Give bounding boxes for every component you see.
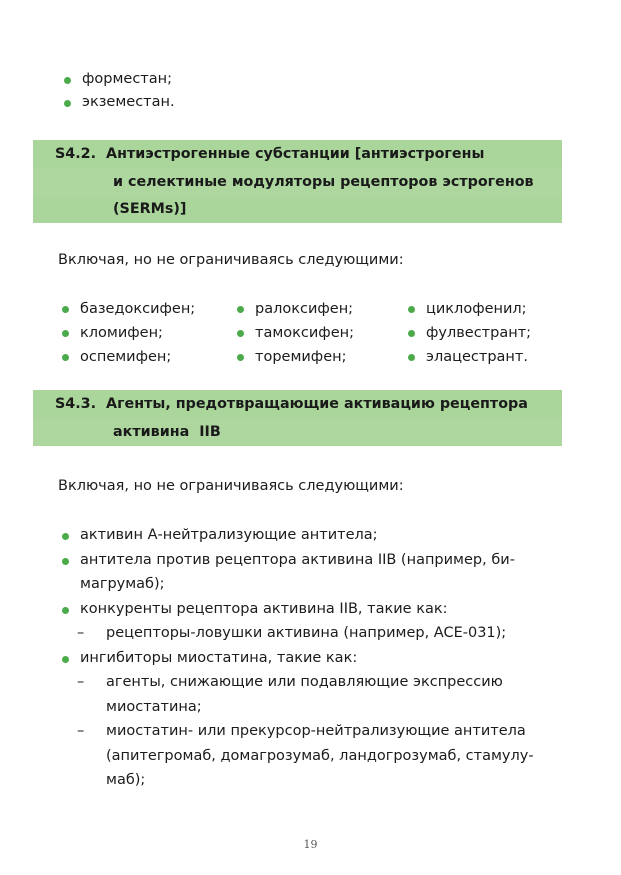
list-item: базедоксифен; bbox=[58, 297, 195, 321]
top-bullet-list bbox=[58, 68, 518, 114]
list-item: тамоксифен; bbox=[233, 321, 354, 345]
list-item-line: миостатина; bbox=[106, 698, 202, 715]
section-header-line: (SERMs)] bbox=[113, 201, 187, 217]
section-header-s4-2 bbox=[33, 140, 562, 223]
page-number: 19 bbox=[303, 838, 318, 851]
list-item-line: конкуренты рецептора активина IIB, такие как: bbox=[80, 600, 448, 617]
list-item-line: активин А-нейтрализующие антитела; bbox=[80, 527, 378, 543]
section-body-list-s4-3 bbox=[58, 523, 568, 793]
section-header-line: активина IIB bbox=[33, 419, 562, 447]
section-header-line: S4.2. Антиэстрогенные субстанции [антиэстрогены bbox=[55, 146, 485, 162]
section-intro-s4-3: Включая, но не ограничиваясь следующими: bbox=[58, 478, 404, 494]
list-item: элацестрант. bbox=[404, 345, 531, 369]
drug-column-2 bbox=[233, 297, 354, 369]
section-header-s4-3 bbox=[33, 390, 562, 446]
list-item: оспемифен; bbox=[58, 345, 195, 369]
section-intro-s4-2: Включая, но не ограничиваясь следующими: bbox=[58, 252, 404, 268]
list-item: ралоксифен; bbox=[233, 297, 354, 321]
list-item bbox=[58, 597, 568, 622]
list-item-line: ингибиторы миостатина, такие как: bbox=[80, 649, 358, 666]
list-item-line: – агенты, снижающие или подавляющие экспрессию bbox=[106, 674, 503, 690]
section-header-line: S4.3. Агенты, предотвращающие активацию рецептора bbox=[55, 396, 528, 412]
list-item-line: магрумаб); bbox=[80, 576, 165, 592]
list-item-line: – рецепторы-ловушки активина (например, ACE-031); bbox=[106, 625, 507, 641]
list-item bbox=[58, 548, 568, 597]
list-subitem bbox=[58, 719, 568, 793]
list-subitem bbox=[58, 621, 568, 646]
list-item-line: маб); bbox=[106, 772, 146, 788]
list-item: форместан; bbox=[58, 68, 518, 91]
drug-column-3 bbox=[404, 297, 531, 369]
list-subitem bbox=[58, 670, 568, 719]
drug-column-1 bbox=[58, 297, 195, 369]
list-item: торемифен; bbox=[233, 345, 354, 369]
list-item-line: – миостатин- или прекурсор-нейтрализующие антитела bbox=[106, 723, 526, 739]
list-item: экземестан. bbox=[58, 91, 518, 114]
list-item-line: антитела против рецептора активина IIB (например, би- bbox=[80, 551, 515, 568]
list-item: фулвестрант; bbox=[404, 321, 531, 345]
list-item bbox=[58, 646, 568, 671]
list-item-line: (апитегромаб, домагрозумаб, ландогрозумаб, стамулу- bbox=[106, 747, 534, 764]
list-item: кломифен; bbox=[58, 321, 195, 345]
list-item bbox=[58, 523, 568, 548]
section-header-line: и селектиные модуляторы рецепторов эстрогенов bbox=[33, 169, 562, 197]
list-item: циклофенил; bbox=[404, 297, 531, 321]
